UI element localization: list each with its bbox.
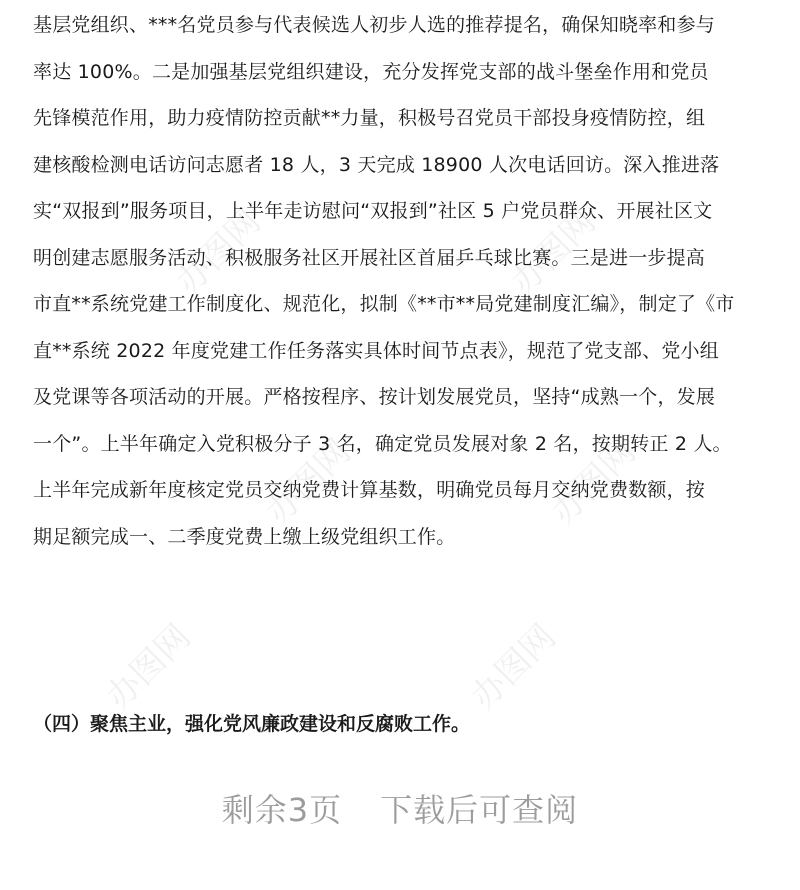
watermark: 办图网 bbox=[463, 616, 564, 718]
paragraph-line: 直**系统 2022 年度党建工作任务落实具体时间节点表》，规范了党支部、党小组 bbox=[33, 339, 719, 362]
paragraph-line: 实“双报到”服务项目，上半年走访慰问“双报到”社区 5 户党员群众、开展社区文 bbox=[33, 200, 713, 222]
watermark: 办图网 bbox=[503, 201, 604, 303]
paragraph-line: 明创建志愿服务活动、积极服务社区开展社区首届乒乓球比赛。三是进一步提高 bbox=[33, 246, 706, 269]
download-to-view-label: 下载后可查阅 bbox=[380, 791, 579, 829]
paragraph-line: 及党课等各项活动的开展。严格按程序、按计划发展党员，坚持“成熟一个，发展 bbox=[33, 386, 716, 408]
section-heading: （四）聚焦主业，强化党风廉政建设和反腐败工作。 bbox=[33, 713, 471, 735]
paragraph-line: 率达 100%。二是加强基层党组织建设，充分发挥党支部的战斗堡垒作用和党员 bbox=[33, 60, 709, 83]
paragraph-line: 一个”。上半年确定入党积极分子 3 名，确定党员发展对象 2 名，按期转正 2 人。 bbox=[33, 432, 732, 455]
paragraph-line: 建核酸检测电话访问志愿者 18 人，3 天完成 18900 人次电话回访。深入推进落 bbox=[33, 153, 720, 176]
download-more-banner[interactable] bbox=[0, 785, 800, 835]
body-paragraph bbox=[33, 2, 778, 560]
paragraph-line: 市直**系统党建工作制度化、规范化，拟制《**市**局党建制度汇编》，制定了《市 bbox=[33, 293, 735, 315]
watermark: 办图网 bbox=[168, 201, 269, 303]
paragraph-line: 先锋模范作用，助力疫情防控贡献**力量，积极号召党员干部投身疫情防控，组 bbox=[33, 107, 706, 129]
remaining-pages-label: 剩余3页 bbox=[221, 791, 343, 829]
watermark: 办图网 bbox=[98, 616, 199, 718]
paragraph-line: 上半年完成新年度核定党员交纳党费计算基数，明确党员每月交纳党费数额，按 bbox=[33, 479, 706, 501]
paragraph-line: 基层党组织、***名党员参与代表候选人初步人选的推荐提名，确保知晓率和参与 bbox=[33, 14, 715, 36]
watermark: 办图网 bbox=[543, 431, 644, 533]
paragraph-line: 期足额完成一、二季度党费上缴上级党组织工作。 bbox=[33, 525, 456, 548]
watermark: 办图网 bbox=[258, 431, 359, 533]
